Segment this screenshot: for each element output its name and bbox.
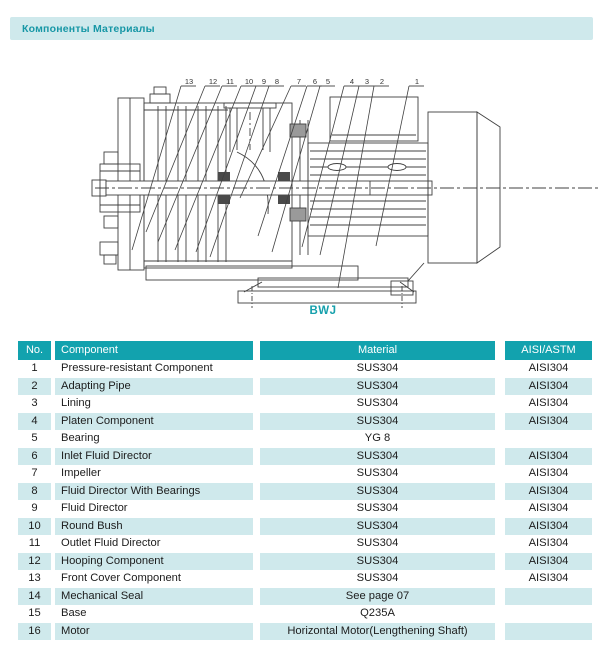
callout-number-10: 10 bbox=[244, 77, 254, 86]
cell-aisi-astm: AISI304 bbox=[528, 572, 569, 584]
header-no: No. bbox=[18, 341, 51, 360]
cell-no: 6 bbox=[18, 448, 51, 466]
header-component: Component bbox=[55, 341, 253, 360]
cell-material: SUS304 bbox=[260, 483, 495, 501]
callout-leader-11 bbox=[158, 86, 222, 242]
table-row bbox=[18, 483, 592, 501]
cell-component: Lining bbox=[61, 397, 91, 409]
cell-aisi-astm: AISI304 bbox=[528, 467, 569, 479]
table-row bbox=[18, 360, 592, 378]
cell-no: 1 bbox=[31, 362, 38, 374]
cell-component: Outlet Fluid Director bbox=[61, 537, 161, 549]
cell-no: 10 bbox=[18, 518, 51, 536]
cell-aisi-astm: AISI304 bbox=[505, 378, 592, 396]
cell-no: 16 bbox=[18, 623, 51, 641]
table-row bbox=[18, 430, 592, 448]
cell-aisi-astm: AISI304 bbox=[528, 397, 569, 409]
cell-no: 4 bbox=[18, 413, 51, 431]
table-row bbox=[18, 570, 592, 588]
materials-table bbox=[18, 341, 592, 640]
cell-aisi-astm: AISI304 bbox=[505, 448, 592, 466]
cell-no: 5 bbox=[31, 432, 38, 444]
cell-material: SUS304 bbox=[356, 572, 399, 584]
cell-aisi-astm: AISI304 bbox=[528, 362, 569, 374]
base-assembly bbox=[146, 266, 416, 308]
cell-material: Q235A bbox=[360, 607, 395, 619]
cell-material: SUS304 bbox=[260, 378, 495, 396]
cell-material: SUS304 bbox=[356, 397, 399, 409]
cell-component: Front Cover Component bbox=[61, 572, 182, 584]
cell-no: 15 bbox=[28, 607, 41, 619]
table-row bbox=[18, 500, 592, 518]
callout-number-4: 4 bbox=[349, 77, 355, 86]
callout-number-7: 7 bbox=[296, 77, 302, 86]
materials-table-body bbox=[18, 360, 592, 640]
cell-no: 2 bbox=[18, 378, 51, 396]
cell-component: Inlet Fluid Director bbox=[55, 448, 253, 466]
cell-aisi-astm: AISI304 bbox=[528, 502, 569, 514]
callout-leader-3 bbox=[320, 86, 359, 255]
cell-aisi-astm: AISI304 bbox=[505, 483, 592, 501]
header-aisi-astm: AISI/ASTM bbox=[505, 341, 592, 360]
callout-number-9: 9 bbox=[261, 77, 267, 86]
table-row bbox=[18, 518, 592, 536]
table-row bbox=[18, 378, 592, 396]
cell-aisi-astm bbox=[505, 623, 592, 641]
front-cover bbox=[100, 87, 170, 270]
cell-aisi-astm bbox=[505, 430, 592, 448]
cell-aisi-astm bbox=[505, 588, 592, 606]
cell-component: Platen Component bbox=[55, 413, 253, 431]
table-row bbox=[18, 535, 592, 553]
cell-component: Fluid Director bbox=[61, 502, 128, 514]
table-row bbox=[18, 395, 592, 413]
cell-component: Pressure-resistant Component bbox=[61, 362, 213, 374]
cell-material: SUS304 bbox=[356, 467, 399, 479]
section-title: Компоненты Материалы bbox=[22, 22, 155, 35]
cell-component: Fluid Director With Bearings bbox=[55, 483, 253, 501]
cell-component: Adapting Pipe bbox=[55, 378, 253, 396]
cell-material: SUS304 bbox=[260, 518, 495, 536]
cell-material: SUS304 bbox=[356, 502, 399, 514]
cell-no: 7 bbox=[31, 467, 38, 479]
callout-number-13: 13 bbox=[184, 77, 194, 86]
callout-leader-12 bbox=[146, 86, 205, 232]
cell-no: 11 bbox=[28, 537, 41, 549]
cell-aisi-astm: AISI304 bbox=[505, 553, 592, 571]
materials-table-header bbox=[18, 341, 592, 360]
callout-number-11: 11 bbox=[226, 77, 234, 86]
cell-no: 8 bbox=[18, 483, 51, 501]
cell-no: 13 bbox=[28, 572, 41, 584]
cell-no: 14 bbox=[18, 588, 51, 606]
callout-leader-13 bbox=[132, 86, 181, 250]
callout-number-6: 6 bbox=[312, 77, 318, 86]
cell-component: Base bbox=[61, 607, 87, 619]
callout-number-1: 1 bbox=[414, 77, 420, 86]
table-row bbox=[18, 623, 592, 641]
cell-material: SUS304 bbox=[260, 413, 495, 431]
cell-component: Round Bush bbox=[55, 518, 253, 536]
figure-model-label: BWJ bbox=[309, 305, 337, 317]
callout-number-12: 12 bbox=[208, 77, 218, 86]
motor-body bbox=[391, 112, 500, 295]
motor-terminal-box bbox=[330, 97, 418, 141]
callout-number-5: 5 bbox=[325, 77, 331, 86]
cell-material: SUS304 bbox=[260, 553, 495, 571]
base-plate bbox=[238, 291, 416, 303]
cell-material: SUS304 bbox=[260, 448, 495, 466]
cell-material: YG 8 bbox=[364, 432, 391, 444]
callout-number-8: 8 bbox=[274, 77, 280, 86]
table-row bbox=[18, 553, 592, 571]
table-row bbox=[18, 413, 592, 431]
table-row bbox=[18, 605, 592, 623]
header-material: Material bbox=[260, 341, 495, 360]
cell-component: Bearing bbox=[61, 432, 100, 444]
cell-no: 9 bbox=[31, 502, 38, 514]
cell-aisi-astm: AISI304 bbox=[505, 518, 592, 536]
cell-aisi-astm: AISI304 bbox=[505, 413, 592, 431]
callout-number-2: 2 bbox=[379, 77, 385, 86]
callout-leader-5 bbox=[272, 86, 320, 252]
callout-leader-10 bbox=[175, 86, 241, 250]
cell-material: Horizontal Motor(Lengthening Shaft) bbox=[260, 623, 495, 641]
cell-aisi-astm bbox=[505, 605, 592, 623]
cell-component: Mechanical Seal bbox=[55, 588, 253, 606]
cell-material: SUS304 bbox=[356, 362, 399, 374]
table-row bbox=[18, 588, 592, 606]
callout-number-3: 3 bbox=[364, 77, 370, 86]
cell-component: Hooping Component bbox=[55, 553, 253, 571]
table-row bbox=[18, 448, 592, 466]
table-row bbox=[18, 465, 592, 483]
cell-component: Impeller bbox=[61, 467, 101, 479]
cell-material: See page 07 bbox=[260, 588, 495, 606]
cell-material: SUS304 bbox=[356, 537, 399, 549]
cell-component: Motor bbox=[55, 623, 253, 641]
cell-no: 12 bbox=[18, 553, 51, 571]
discharge-port bbox=[224, 103, 276, 214]
cell-no: 3 bbox=[31, 397, 38, 409]
cell-aisi-astm: AISI304 bbox=[528, 537, 569, 549]
